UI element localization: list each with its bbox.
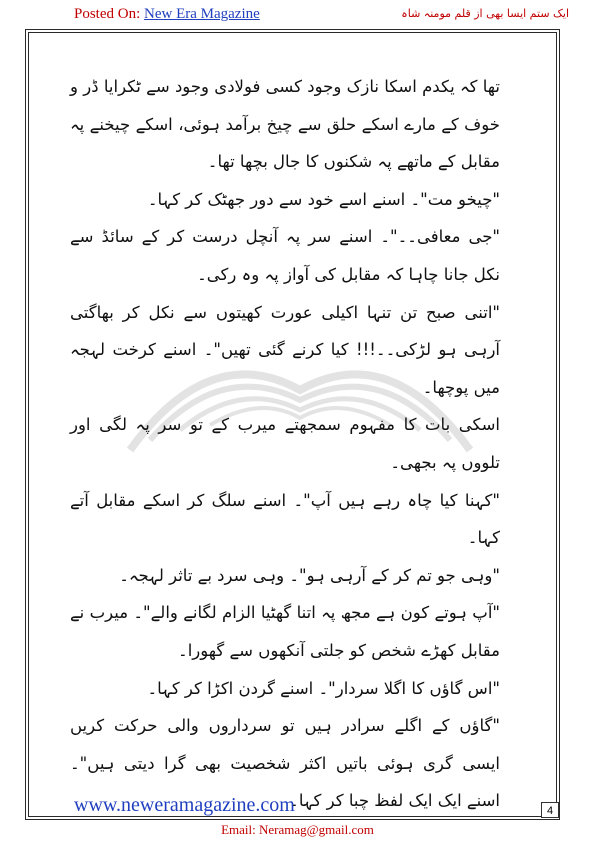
paragraph: تھا کہ یکدم اسکا نازک وجود کسی فولادی وجود سے ٹکرایا ڈر و خوف کے مارے اسکے حلق سے چیخ برآمد ہوئی، اسکے چیخنے پہ مقابل کے ماتھے پہ شکنوں کا جال بچھا تھا۔	[70, 77, 500, 172]
paragraph: "جی معافی۔۔"۔ اسنے سر پہ آنچل درست کر کے سائڈ سے نکل جانا چاہا کہ مقابل کی آواز پہ وہ رکی۔	[70, 227, 500, 284]
paragraph: "گاؤں کے اگلے سرادر ہیں تو سرداروں والی حرکت کریں ایسی گری ہوئی باتیں اکثر شخصیت بھی گرا دیتی ہیں"۔ اسنے ایک ایک لفظ چبا کر کہا۔	[70, 716, 500, 811]
paragraph: "اس گاؤں کا اگلا سردار"۔ اسنے گردن اکڑا کر کہا۔	[147, 678, 500, 698]
page-header	[0, 6, 595, 26]
magazine-link[interactable]: New Era Magazine	[144, 6, 260, 22]
paragraph: "وہی جو تم کر کے آرہی ہو"۔ وہی سرد بے تاثر لہجہ۔	[119, 565, 500, 585]
posted-on	[74, 6, 260, 23]
contact-email[interactable]: Email: Neramag@gmail.com	[221, 822, 374, 837]
paragraph: "چیخو مت"۔ اسنے اسے خود سے دور جھٹک کر کہا۔	[147, 189, 500, 209]
posted-on-label: Posted On:	[74, 6, 141, 22]
paragraph: اسکی بات کا مفہوم سمجھتے میرب کے تو سر پہ لگی اور تلووں پہ بجھی۔	[70, 415, 500, 472]
story-byline: ایک ستم ایسا بھی از قلم مومنہ شاہ	[401, 7, 569, 20]
paragraph: "کہنا کیا چاہ رہے ہیں آپ"۔ اسنے سلگ کر اسکے مقابل آتے کہا۔	[70, 490, 500, 548]
website-link[interactable]: www.neweramagazine.com	[74, 794, 295, 816]
page-number: 4	[541, 802, 559, 818]
paragraph: "اتنی صبح تن تنہا اکیلی عورت کھیتوں سے نکل کر بھاگتی آرہی ہو لڑکی۔۔!!! کیا کرنے گئی تھیں"۔ اسنے کرخت لہجہ میں پوچھا۔	[70, 302, 500, 397]
paragraph: "آپ ہوتے کون ہے مجھ پہ اتنا گھٹیا الزام لگانے والے"۔ میرب نے مقابل کھڑے شخص کو جلتی آنکھوں سے گھورا۔	[70, 603, 500, 660]
story-text	[70, 68, 500, 820]
